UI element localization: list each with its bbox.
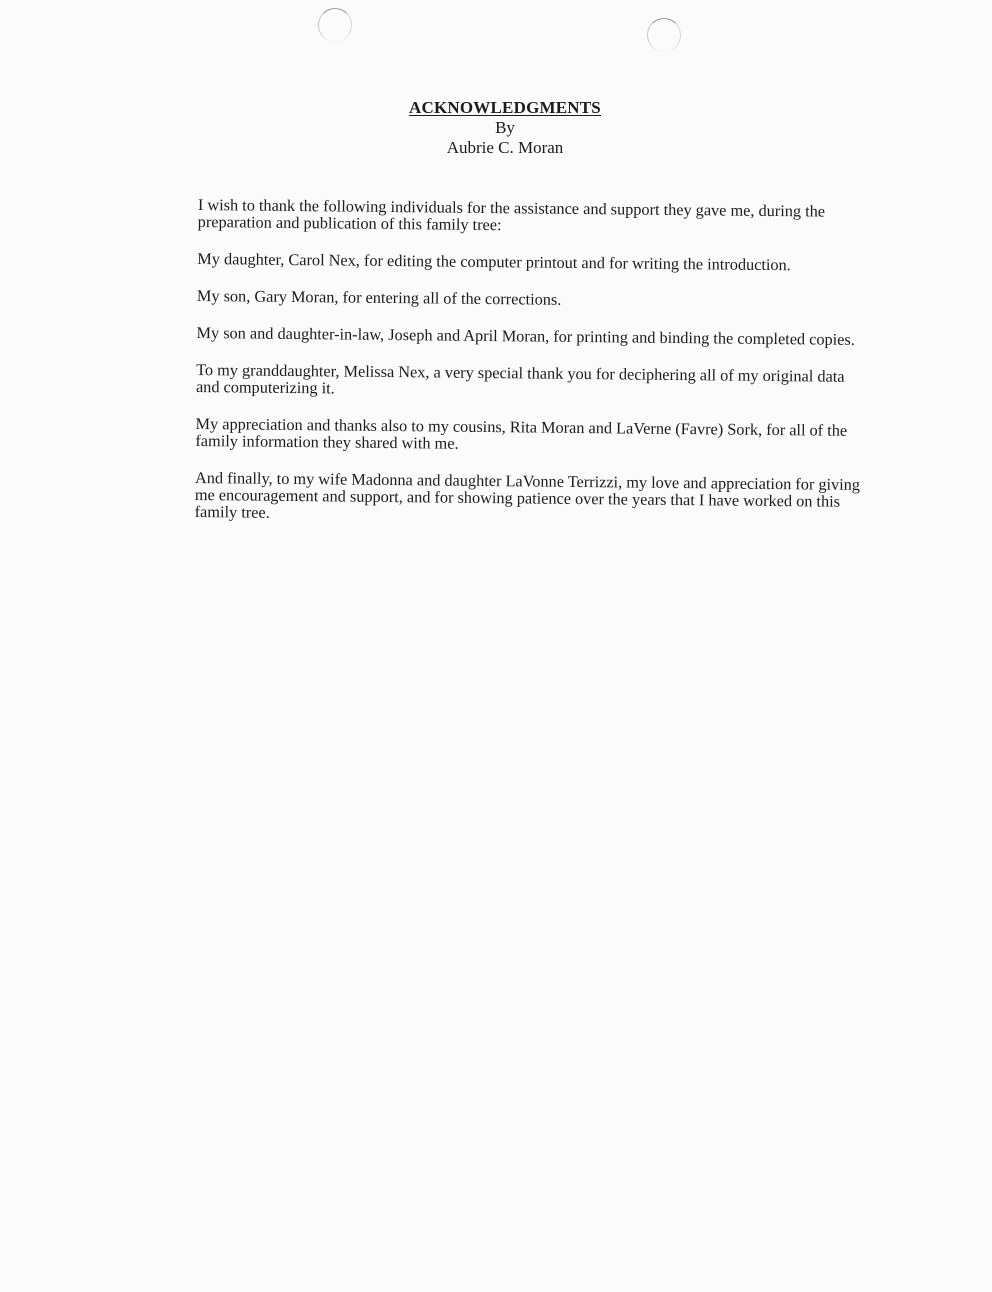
paragraph-intro: I wish to thank the following individuals for the assistance and support they gave me, during the preparation and publication of this family tree: bbox=[197, 195, 826, 235]
paragraph-cousins: My appreciation and thanks also to my cousins, Rita Moran and LaVerne (Favre) Sork, for all of the family information they shared with me. bbox=[195, 413, 848, 453]
author-name: Aubrie C. Moran bbox=[446, 138, 564, 157]
punch-hole-right bbox=[647, 18, 681, 52]
punch-hole-left bbox=[318, 8, 352, 42]
paragraph-joseph-april: My son and daughter-in-law, Joseph and April Moran, for printing and binding the completed copies. bbox=[196, 322, 855, 349]
paragraph-carol: My daughter, Carol Nex, for editing the computer printout and for writing the introduction. bbox=[197, 248, 791, 275]
paragraph-finally: And finally, to my wife Madonna and daughter LaVonne Terrizzi, my love and appreciation for giving me encouragement and support, and for showing patience over the years that I have worked on this family tree. bbox=[194, 467, 861, 522]
document-title: ACKNOWLEDGMENTS bbox=[409, 98, 601, 117]
document-header bbox=[300, 98, 710, 158]
acknowledgment-body bbox=[194, 196, 866, 547]
paragraph-melissa: To my granddaughter, Melissa Nex, a very special thank you for deciphering all of my original data and computerizing it. bbox=[195, 359, 845, 398]
paragraph-gary: My son, Gary Moran, for entering all of the corrections. bbox=[196, 285, 562, 309]
byline: By bbox=[495, 118, 515, 137]
